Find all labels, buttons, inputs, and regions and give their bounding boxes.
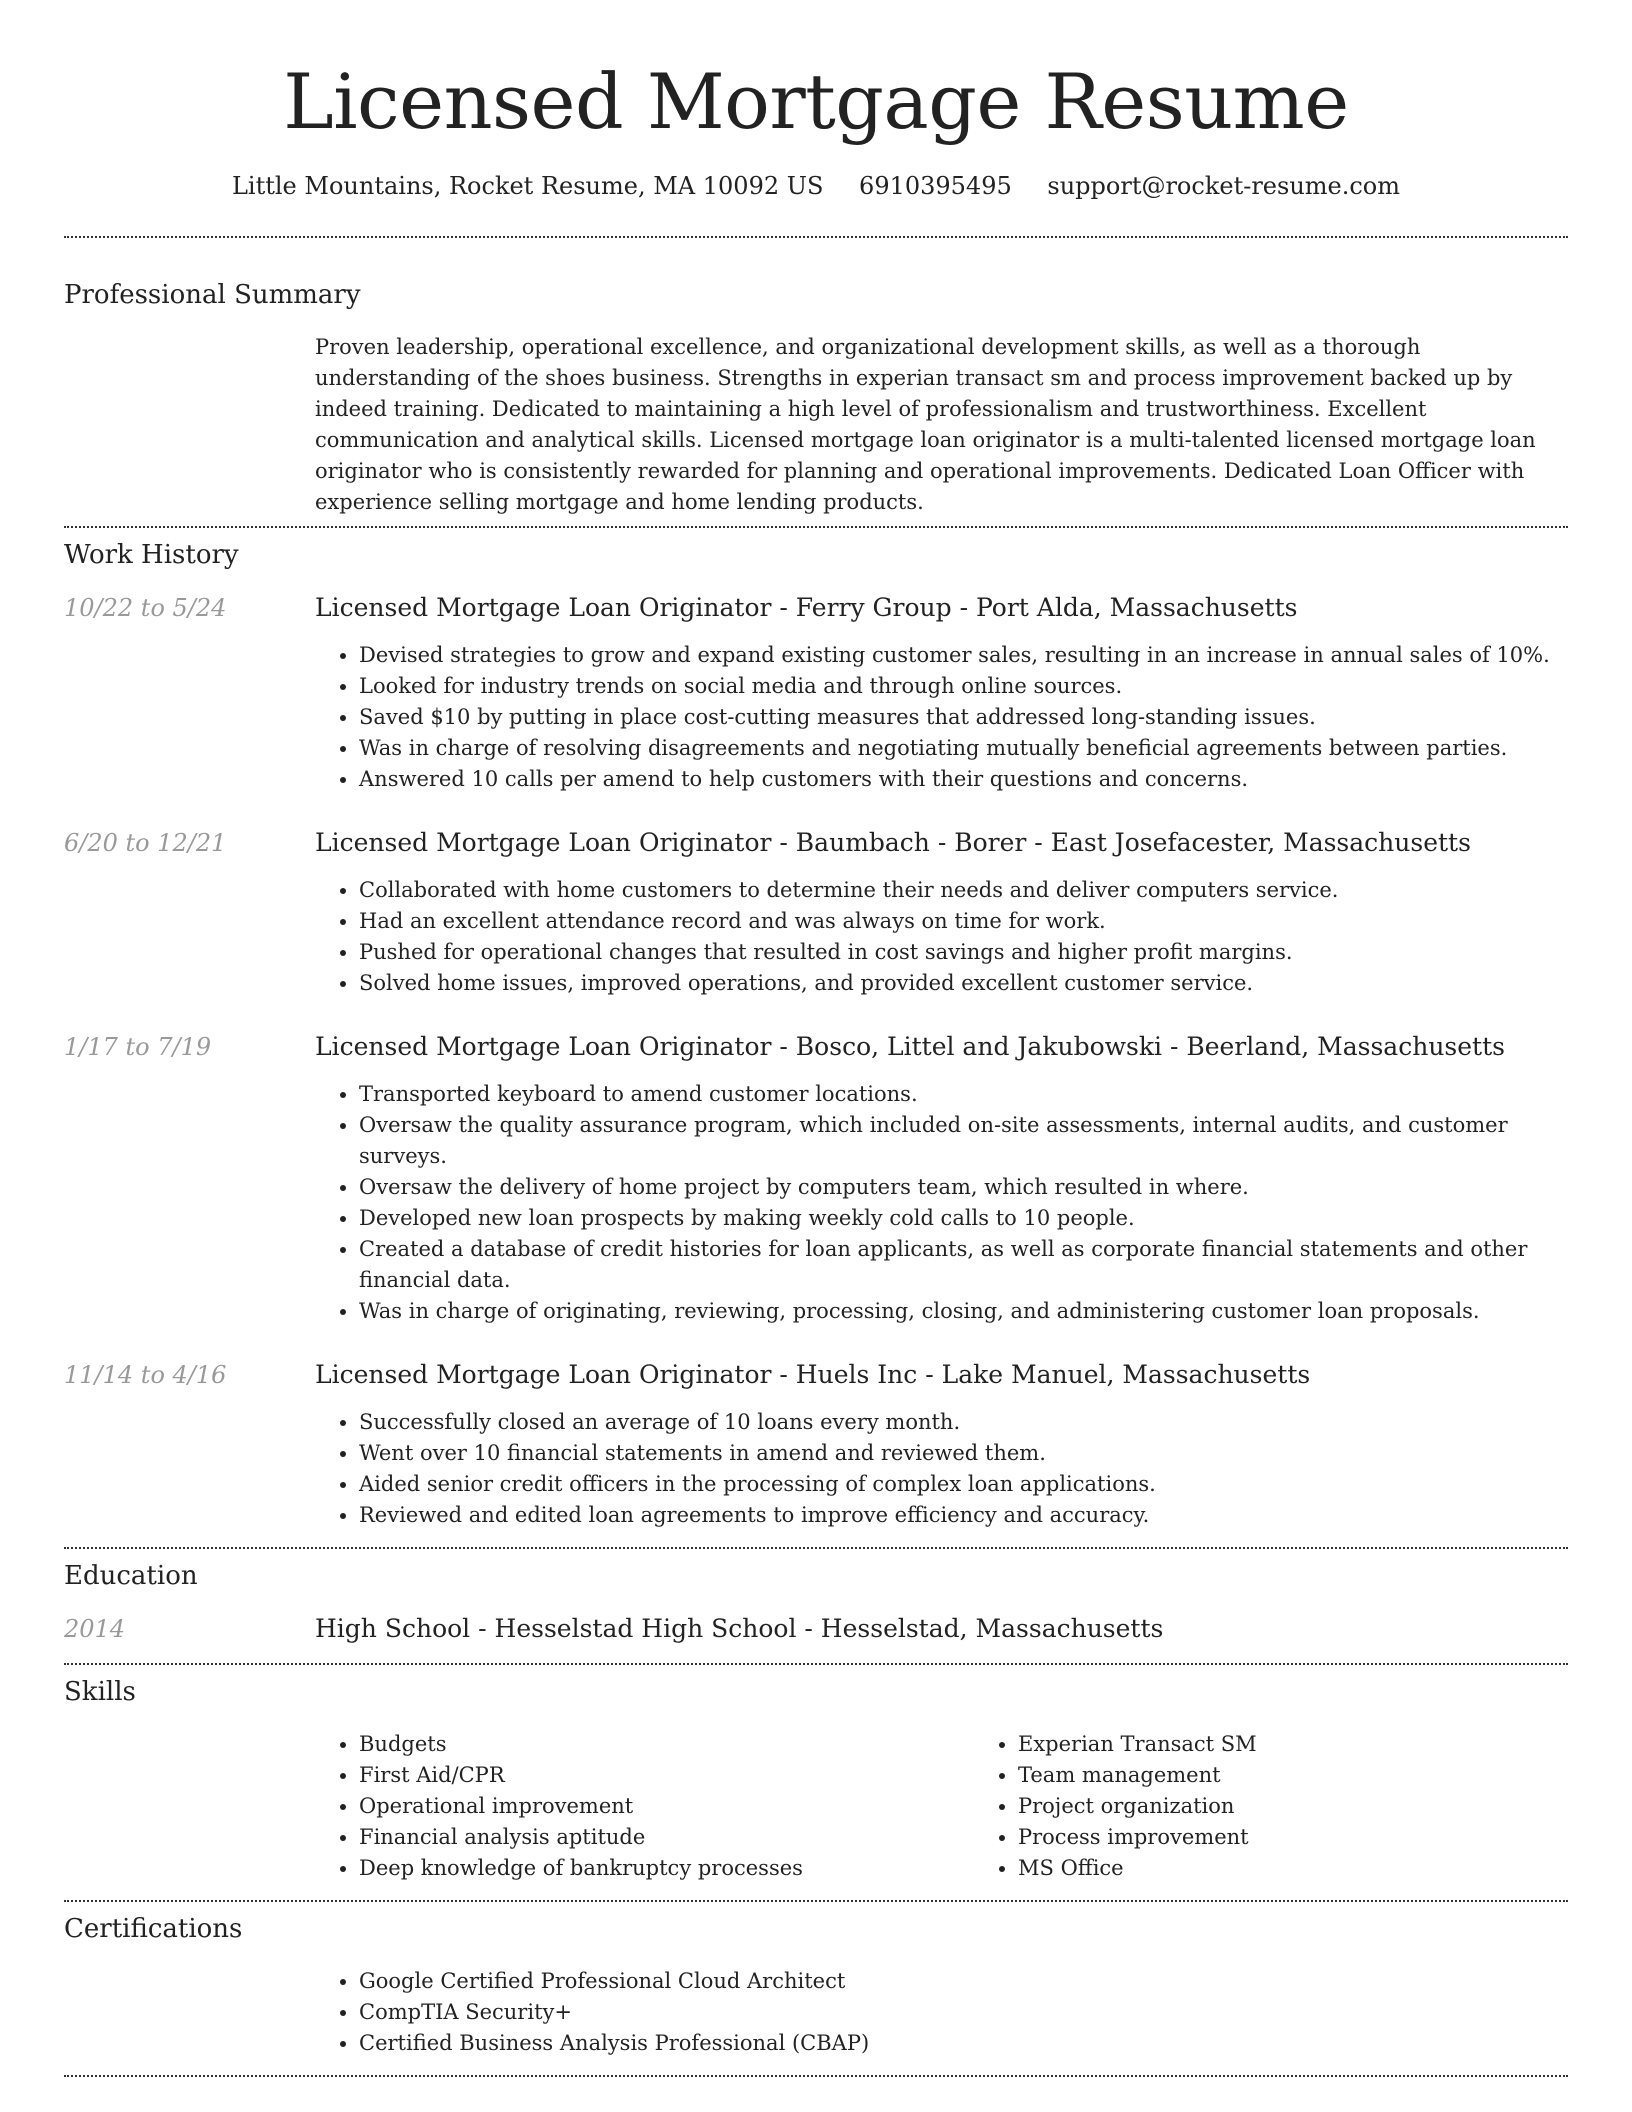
- skill-item: • Financial analysis aptitude: [359, 1822, 974, 1853]
- job-bullets: [315, 640, 1568, 795]
- job-date: 1/17 to 7/19: [64, 1033, 212, 1061]
- job-bullet: • Created a database of credit histories for loan applicants, as well as corporate financial statements and other financial data.: [359, 1234, 1568, 1296]
- job-date: 10/22 to 5/24: [64, 594, 227, 622]
- divider: [64, 1663, 1568, 1665]
- job-bullet: • Developed new loan prospects by making weekly cold calls to 10 people.: [359, 1203, 1568, 1234]
- job-bullet: • Successfully closed an average of 10 loans every month.: [359, 1407, 1568, 1438]
- job-bullet: • Transported keyboard to amend customer locations.: [359, 1079, 1568, 1110]
- summary-text: Proven leadership, operational excellence, and organizational development skills, as well as a thorough understanding of the shoes business. Strengths in experian transact sm and process improvement backed up by indeed training. Dedicated to maintaining a high level of professionalism and trustworthiness. Excellent communication and analytical skills. Licensed mortgage loan originator is a multi-talented licensed mortgage loan originator who is consistently rewarded for planning and operational improvements. Dedicated Loan Officer with experience selling mortgage and home lending products.: [315, 335, 1536, 514]
- contact-email: support@rocket-resume.com: [1047, 172, 1401, 200]
- skill-item: • Operational improvement: [359, 1791, 974, 1822]
- summary-heading: Professional Summary: [64, 280, 361, 310]
- education-heading: Education: [64, 1561, 198, 1591]
- education-entry: [64, 1613, 1568, 1645]
- job-bullets: [315, 1079, 1568, 1327]
- skill-item: • Budgets: [359, 1729, 974, 1760]
- job-title: Licensed Mortgage Loan Originator - Bosco, Littel and Jakubowski - Beerland, Massachusetts: [315, 1032, 1505, 1061]
- education-date: 2014: [64, 1615, 126, 1643]
- job-bullet: • Solved home issues, improved operations, and provided excellent customer service.: [359, 968, 1568, 999]
- job-date: 6/20 to 12/21: [64, 829, 227, 857]
- skill-item: • Deep knowledge of bankruptcy processes: [359, 1853, 974, 1884]
- job-title: Licensed Mortgage Loan Originator - Huels Inc - Lake Manuel, Massachusetts: [315, 1360, 1311, 1389]
- certifications-heading: Certifications: [64, 1914, 243, 1944]
- contact-line: [64, 170, 1568, 202]
- skills-list: [315, 1729, 1568, 1884]
- job-bullet: • Oversaw the quality assurance program, which included on-site assessments, internal audits, and customer surveys.: [359, 1110, 1568, 1172]
- resume-title: Licensed Mortgage Resume: [283, 57, 1349, 146]
- job-bullet: • Saved $10 by putting in place cost-cutting measures that addressed long-standing issues.: [359, 702, 1568, 733]
- job-bullet: • Devised strategies to grow and expand existing customer sales, resulting in an increase in annual sales of 10%.: [359, 640, 1568, 671]
- job-bullet: • Went over 10 financial statements in amend and reviewed them.: [359, 1438, 1568, 1469]
- skill-item: • MS Office: [1018, 1853, 1632, 1884]
- skill-item: • Project organization: [1018, 1791, 1632, 1822]
- certification-item: • Certified Business Analysis Professional (CBAP): [359, 2028, 974, 2059]
- job-entry: [64, 827, 1568, 999]
- job-bullet: • Reviewed and edited loan agreements to improve efficiency and accuracy.: [359, 1500, 1568, 1531]
- divider: [64, 1900, 1568, 1902]
- job-title: Licensed Mortgage Loan Originator - Baumbach - Borer - East Josefacester, Massachusetts: [315, 828, 1471, 857]
- skills-heading: Skills: [64, 1677, 136, 1707]
- certification-item: • CompTIA Security+: [359, 1997, 974, 2028]
- skill-item: • Team management: [1018, 1760, 1632, 1791]
- job-title: Licensed Mortgage Loan Originator - Ferry Group - Port Alda, Massachusetts: [315, 593, 1298, 622]
- divider: [64, 2075, 1568, 2077]
- resume-page: [64, 0, 1568, 2077]
- job-bullets: [315, 875, 1568, 999]
- job-entry: [64, 592, 1568, 795]
- job-date: 11/14 to 4/16: [64, 1361, 227, 1389]
- job-bullet: • Collaborated with home customers to determine their needs and deliver computers service.: [359, 875, 1568, 906]
- divider: [64, 1547, 1568, 1549]
- skills-column-right: [974, 1729, 1632, 1884]
- skills-column-left: [315, 1729, 974, 1884]
- education-title: High School - Hesselstad High School - Hesselstad, Massachusetts: [315, 1614, 1164, 1643]
- job-bullet: • Had an excellent attendance record and was always on time for work.: [359, 906, 1568, 937]
- job-bullet: • Aided senior credit officers in the processing of complex loan applications.: [359, 1469, 1568, 1500]
- contact-phone: 6910395495: [859, 172, 1012, 200]
- job-bullet: • Answered 10 calls per amend to help customers with their questions and concerns.: [359, 764, 1568, 795]
- work-history-heading: Work History: [64, 540, 239, 570]
- certification-item: • Google Certified Professional Cloud Architect: [359, 1966, 974, 1997]
- job-bullet: • Was in charge of originating, reviewing, processing, closing, and administering customer loan proposals.: [359, 1296, 1568, 1327]
- job-bullet: • Was in charge of resolving disagreements and negotiating mutually beneficial agreements between parties.: [359, 733, 1568, 764]
- job-entry: [64, 1031, 1568, 1327]
- skill-item: • Experian Transact SM: [1018, 1729, 1632, 1760]
- job-bullets: [315, 1407, 1568, 1531]
- divider: [64, 526, 1568, 528]
- certifications-list: [315, 1966, 1568, 2059]
- job-bullet: • Oversaw the delivery of home project by computers team, which resulted in where.: [359, 1172, 1568, 1203]
- job-entry: [64, 1359, 1568, 1531]
- skill-item: • First Aid/CPR: [359, 1760, 974, 1791]
- skill-item: • Process improvement: [1018, 1822, 1632, 1853]
- job-bullet: • Looked for industry trends on social media and through online sources.: [359, 671, 1568, 702]
- certifications-column: [315, 1966, 974, 2059]
- divider: [64, 236, 1568, 238]
- job-bullet: • Pushed for operational changes that resulted in cost savings and higher profit margins.: [359, 937, 1568, 968]
- contact-address: Little Mountains, Rocket Resume, MA 10092 US: [231, 172, 824, 200]
